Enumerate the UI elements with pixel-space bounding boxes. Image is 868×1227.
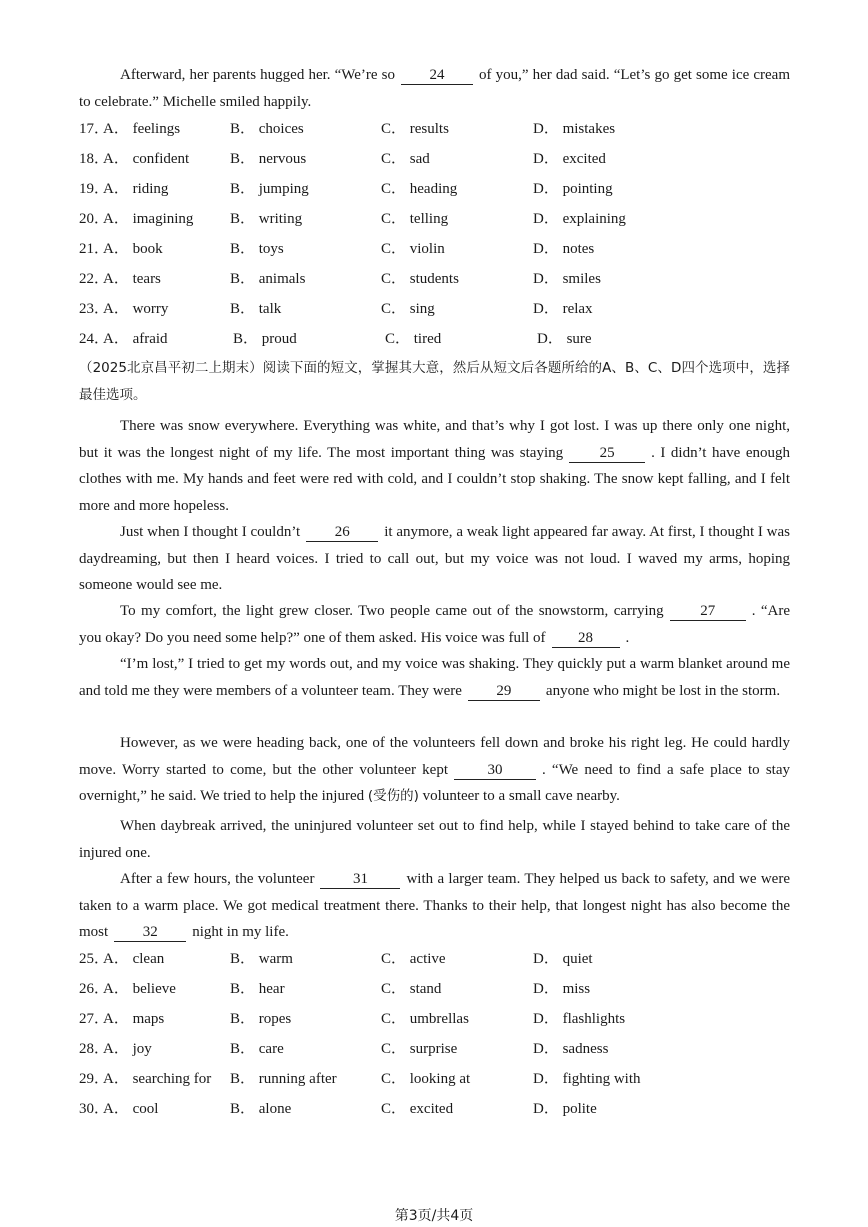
option-c: C． tired [385,331,442,347]
blank-26: 26 [306,524,378,542]
passage2-paragraph-6 [79,813,790,866]
question-number: 18． [79,151,110,167]
question-row [79,328,790,350]
option-c: C． violin [381,241,445,257]
option-a: A． worry [103,301,169,317]
passage2-paragraph-3 [79,598,790,651]
paragraph-text: . “Are you okay? Do you need some help?” one of them asked. His voice was full of [79,603,790,646]
option-a: A． searching for [103,1071,212,1087]
paragraph-text: However, as we were heading back, one of the volunteers fell down and broke his right leg. He could hardly move. Worry started to come, but the other volunteer kept [79,735,790,778]
passage2-paragraph-5 [79,730,790,810]
option-d: D． sure [537,331,592,347]
paragraph-text: “I’m lost,” I tried to get my words out, and my voice was shaking. They quickly put a warm blanket around me and told me they were members of a volunteer team. They were [79,656,790,699]
question-number: 25． [79,951,110,967]
blank-27: 27 [670,603,746,621]
paragraph-text: After a few hours, the volunteer [120,871,315,887]
question-row [79,1008,790,1030]
option-a: A． book [103,241,163,257]
paragraph-text: it anymore, a weak light appeared far away. At first, I thought I was daydreaming, but then I heard voices. I tried to call out, but my voice was not loud. I waved my arms, hoping someone would see me. [79,524,791,593]
option-d: D． sadness [533,1041,609,1057]
paragraph-text: with a larger team. They helped us back to safety, and we were taken to a warm place. We got medical treatment there. Thanks to their help, that longest night has also become the most [79,871,790,940]
paragraph-text: To my comfort, the light grew closer. Two people came out of the snowstorm, carrying [120,603,664,619]
paragraph-text: volunteer to a small cave nearby. [422,788,620,804]
option-a: A． tears [103,271,161,287]
question-row [79,178,790,200]
paragraph-text: anyone who might be lost in the storm. [545,682,781,699]
option-c: C． stand [381,981,442,997]
option-c: C． heading [381,181,458,197]
passage1-ending-paragraph [79,62,790,115]
question-number: 28． [79,1041,110,1057]
paragraph-text: . [625,629,630,646]
option-a: A． maps [103,1011,165,1027]
option-a: A． clean [103,951,165,967]
question-row [79,148,790,170]
option-b: B． proud [233,331,297,347]
passage2-paragraph-1 [79,413,790,519]
question-number: 23． [79,301,110,317]
option-b: B． choices [230,121,304,137]
option-c: C． results [381,121,449,137]
option-d: D． explaining [533,211,626,227]
option-c: C． students [381,271,459,287]
question-number: 20． [79,211,110,227]
question-row [79,1098,790,1120]
question-number: 17． [79,121,110,137]
option-d: D． notes [533,241,595,257]
option-b: B． writing [230,211,303,227]
blank-31: 31 [320,871,400,889]
option-d: D． polite [533,1101,597,1117]
paragraph-text: When daybreak arrived, the uninjured volunteer set out to find help, while I stayed behind to take care of the injured one. [79,818,790,861]
question-number: 21． [79,241,110,257]
question-number: 22． [79,271,110,287]
passage2-paragraph-7 [79,866,790,946]
option-d: D． pointing [533,181,613,197]
option-d: D． flashlights [533,1011,626,1027]
question-number: 27． [79,1011,110,1027]
option-c: C． sad [381,151,430,167]
blank-30: 30 [454,762,536,780]
question-row [79,238,790,260]
option-a: A． imagining [103,211,194,227]
option-d: D． excited [533,151,606,167]
question-number: 24． [79,331,110,347]
option-b: B． ropes [230,1011,292,1027]
option-c: C． looking at [381,1071,471,1087]
option-b: B． animals [230,271,306,287]
option-c: C． excited [381,1101,454,1117]
option-b: B． warm [230,951,293,967]
blank-29: 29 [468,683,540,701]
question-row [79,1068,790,1090]
paragraph-text: There was snow everywhere. Everything was white, and that’s why I got lost. I was up there only one night, but it was the longest night of my life. The most important thing was staying [79,418,790,461]
option-c: C． surprise [381,1041,458,1057]
option-b: B． alone [230,1101,292,1117]
option-b: B． nervous [230,151,307,167]
option-c: C． active [381,951,446,967]
option-b: B． care [230,1041,284,1057]
section-instruction: （2025北京昌平初二上期末）阅读下面的短文，掌握其大意，然后从短文后各题所给的A、B、C、D四个选项中，选择最佳选项。 [79,360,790,403]
option-b: B． talk [230,301,282,317]
paragraph-text: of you,” her dad said. “Let’s go get some ice cream to celebrate.” Michelle smiled happily. [79,67,791,110]
question-row [79,268,790,290]
option-d: D． relax [533,301,593,317]
option-d: D． mistakes [533,121,616,137]
question-row [79,118,790,140]
blank-25: 25 [569,445,645,463]
option-b: B． jumping [230,181,309,197]
option-a: A． riding [103,181,169,197]
option-b: B． running after [230,1071,337,1087]
paragraph-text: . I didn’t have enough clothes with me. My hands and feet were red with cold, and I couldn’t stop shaking. The snow kept falling, and I felt more and more hopeless. [79,444,791,514]
page-footer: 第3页/共4页 [394,1208,474,1224]
option-b: B． hear [230,981,285,997]
option-a: A． afraid [103,331,168,347]
option-a: A． confident [103,151,190,167]
blank-24: 24 [401,67,473,85]
question-row [79,208,790,230]
option-a: A． feelings [103,121,181,137]
passage2-paragraph-2 [79,519,790,599]
passage2-paragraph-4 [79,651,790,704]
option-d: D． miss [533,981,591,997]
question-number: 19． [79,181,110,197]
paragraph-text: Afterward, her parents hugged her. “We’re so [120,67,396,83]
paragraph-text: . “We need to find a safe place to stay overnight,” he said. We tried to help the injured [79,761,790,804]
question-number: 26． [79,981,110,997]
question-row [79,1038,790,1060]
option-d: D． quiet [533,951,593,967]
blank-28: 28 [552,630,620,648]
question-row [79,948,790,970]
option-a: A． believe [103,981,176,997]
option-a: A． cool [103,1101,159,1117]
option-d: D． fighting with [533,1071,641,1087]
option-c: C． telling [381,211,449,227]
option-d: D． smiles [533,271,601,287]
option-b: B． toys [230,241,284,257]
question-row [79,298,790,320]
chinese-gloss: (受伤的) [367,788,419,804]
question-number: 29． [79,1071,110,1087]
paragraph-text: Just when I thought I couldn’t [120,524,301,540]
option-c: C． sing [381,301,435,317]
question-row [79,978,790,1000]
question-number: 30． [79,1101,110,1117]
blank-32: 32 [114,924,186,942]
option-a: A． joy [103,1041,152,1057]
paragraph-text: night in my life. [192,924,289,940]
option-c: C． umbrellas [381,1011,469,1027]
